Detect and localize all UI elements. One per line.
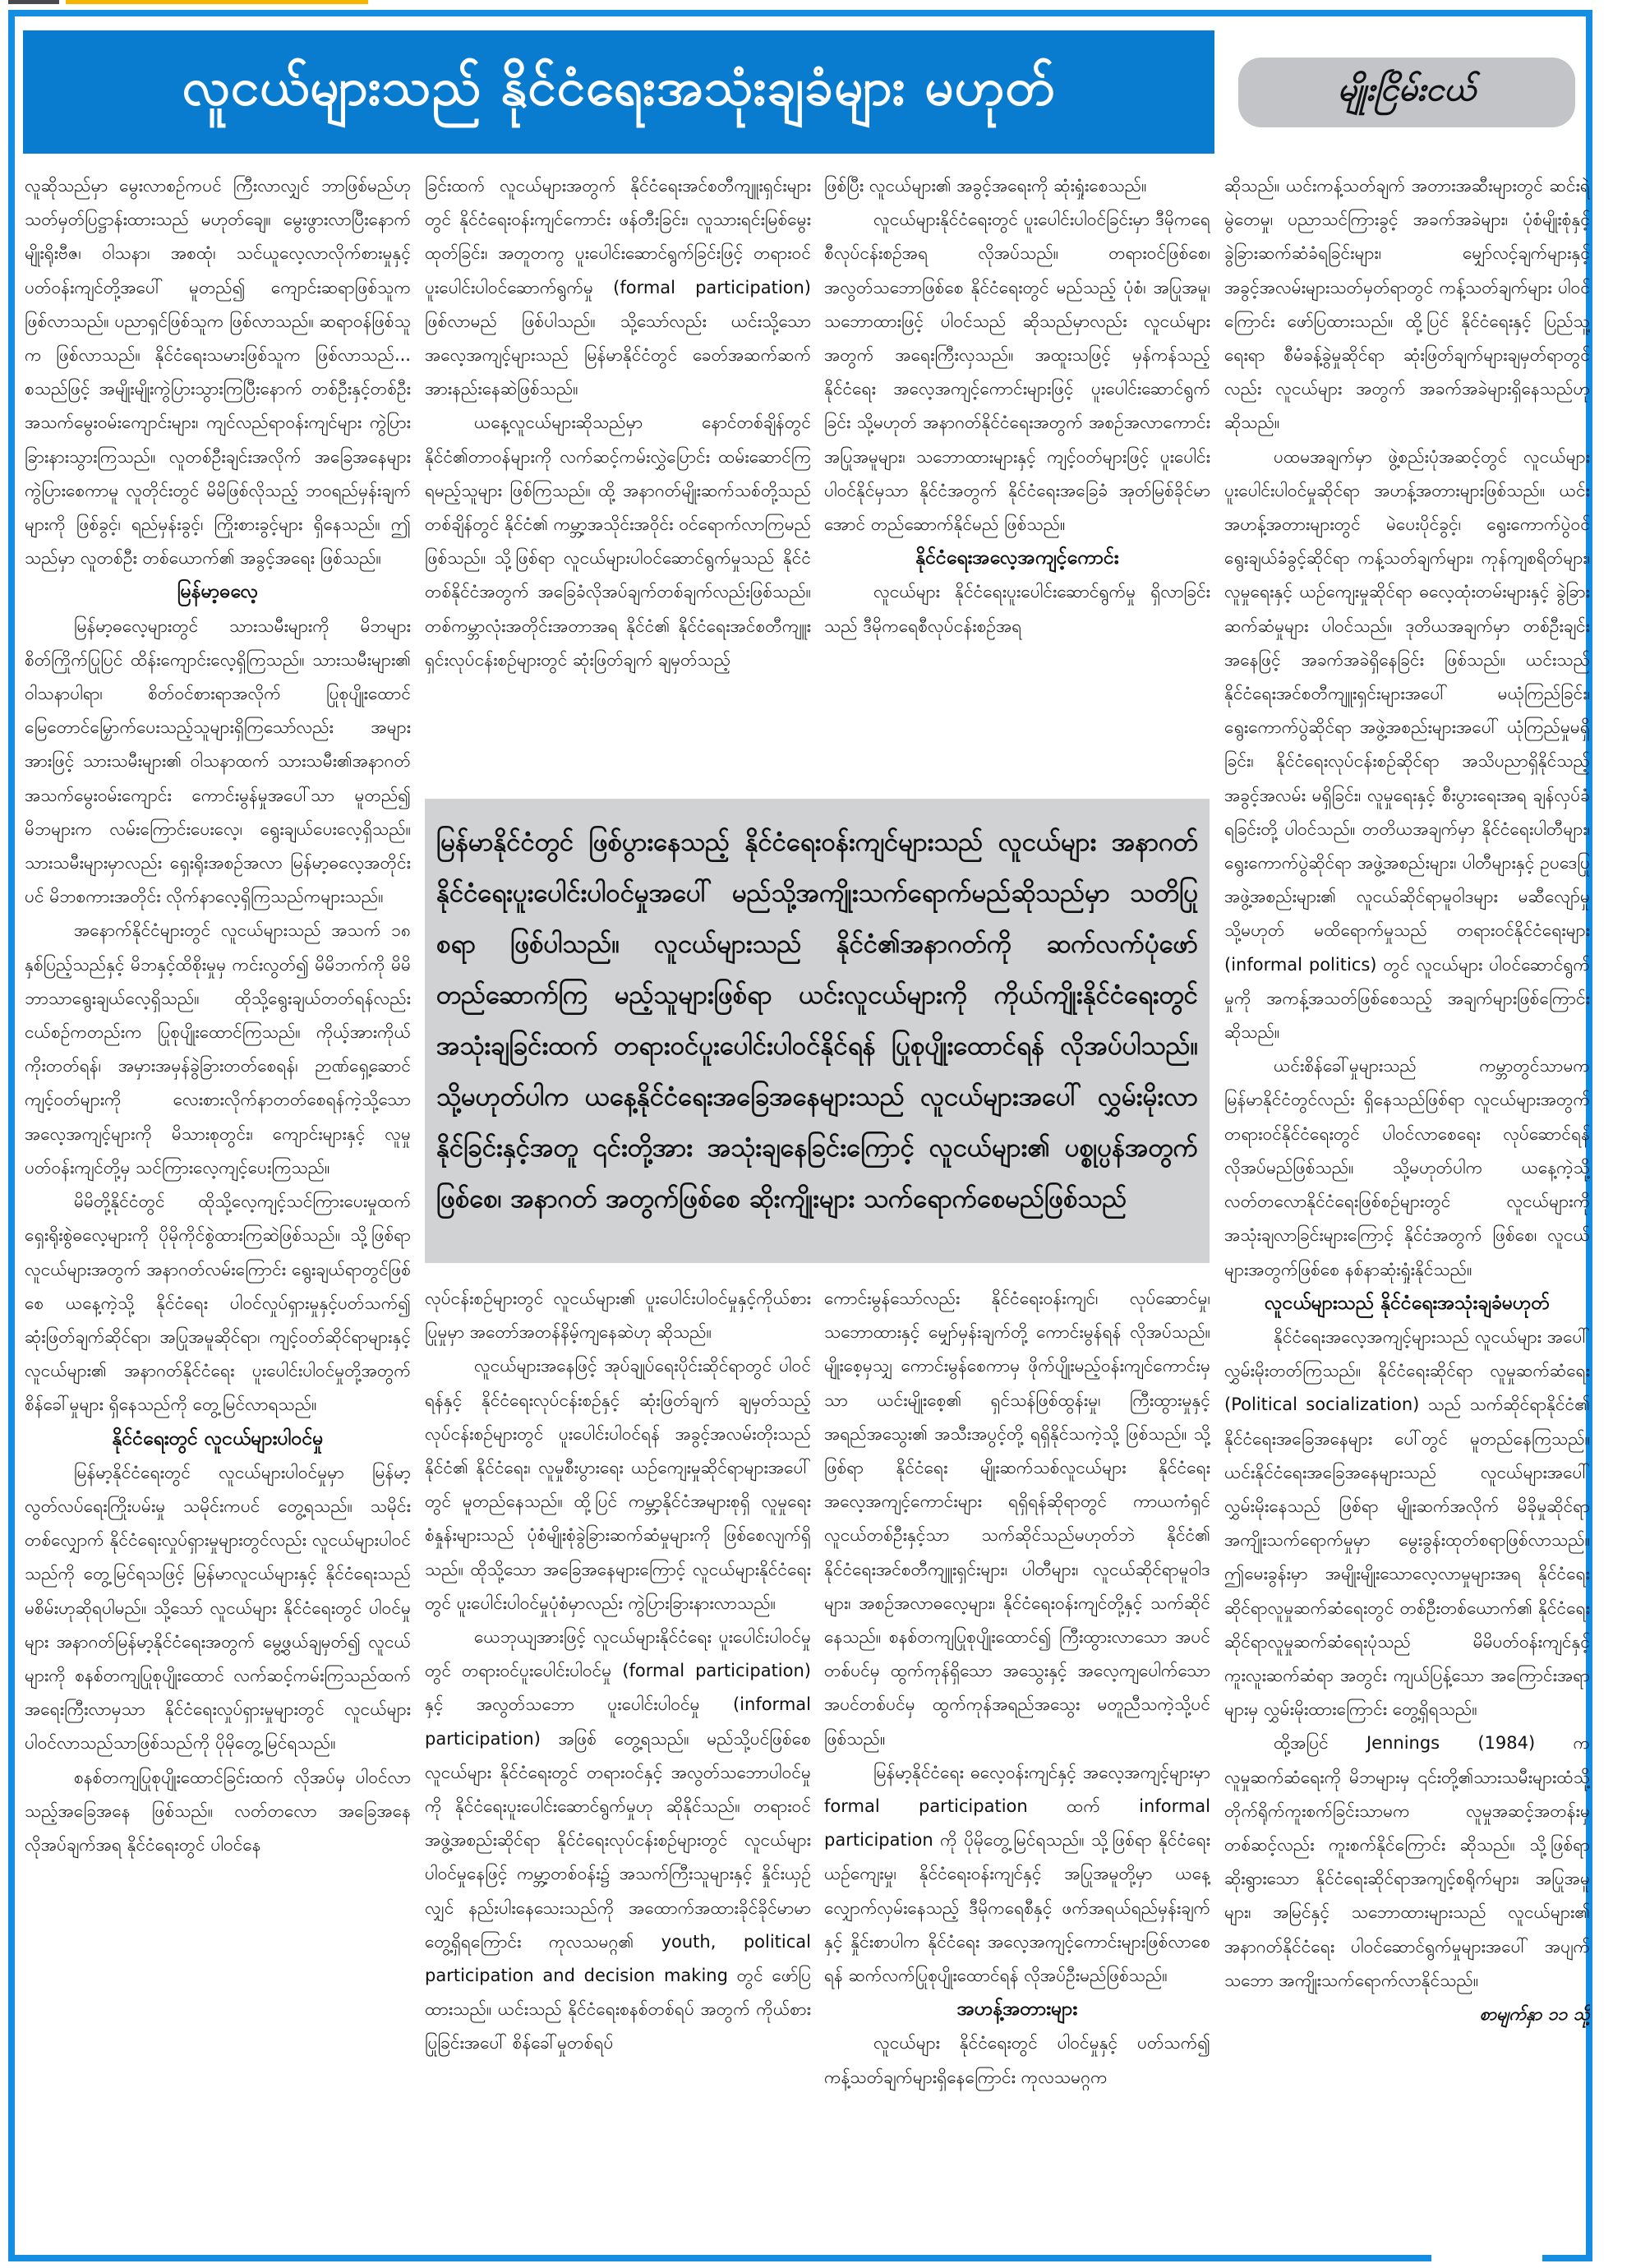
top-tab-dark: [8, 0, 59, 4]
section-subheading: မြန်မာ့ဓလေ့: [177, 581, 259, 603]
article-paragraph: မြန်မာ့နိုင်ငံရေး ဓလေ့ဝန်းကျင်နှင့် အလေ့အကျင့်များမှာ formal participation ထက် informal participation ကို ပိုမိုတွေ့မြင်ရသည်။ သို့ဖြစ်ရာ နိုင်ငံရေးယဉ်ကျေးမှု၊ နိုင်ငံရေးဝန်းကျင်နှင့် အပြုအမူတို့မှာ ယနေ့လျှောက်လှမ်းနေသည့် ဒီမိုကရေစီနှင့် ဖက်အရယ်ရည်မှန်းချက်နှင့် နှိုင်းစာပါက နိုင်ငံရေး အလေ့အကျင့်ကောင်းများဖြစ်လာစေရန် ဆက်လက်ပြုစုပျိုးထောင်ရန် လိုအပ်ဦးမည်ဖြစ်သည်။: [824, 1762, 1210, 1986]
headline-banner: [23, 30, 1214, 154]
article-paragraph: အနောက်နိုင်ငံများတွင် လူငယ်များသည် အသက် ၁၈ နှစ်ပြည့်သည်နှင့် မိဘနှင့်ထိစိုးမှုမှ ကင်းလွတ်၍ မိမိဘက်ကို မိမိဘာသာရွေးချယ်လေ့ရှိသည်။ ထိုသို့ရွေးချယ်တတ်ရန်လည်း ငယ်စဉ်ကတည်းက ပြုစုပျိုးထောင်ကြသည်။ ကိုယ့်အားကိုယ် ကိုးတတ်ရန်၊ အမှားအမှန်ခွဲခြားတတ်စေရန်၊ ဉာဏ်ရှေ့ဆောင် ကျင့်ဝတ်များကို လေးစားလိုက်နာတတ်စေရန်ကဲ့သို့သော အလေ့အကျင့်များကို မိသားစုတွင်း၊ ကျောင်းများနှင့် လူမှုပတ်ဝန်းကျင်တို့မှ သင်ကြားလေ့ကျင့်ပေးကြသည်။: [25, 920, 411, 1178]
article-paragraph: မြန်မာ့နိုင်ငံရေးတွင် လူငယ်များပါဝင်မှုမှာ မြန်မာ့လွတ်လပ်ရေးကြိုးပမ်းမှု သမိုင်းကပင် တွေ့ရသည်။ သမိုင်းတစ်လျှောက် နိုင်ငံရေးလှုပ်ရှားမှုများတွင်လည်း လူငယ်များပါဝင်သည်ကို တွေ့မြင်ရသဖြင့် မြန်မာလူငယ်များနှင့် နိုင်ငံရေးသည် မစိမ်းဟုဆိုရပါမည်။ သို့သော် လူငယ်များ နိုင်ငံရေးတွင် ပါဝင်မှုများ အနာဂတ်မြန်မာ့နိုင်ငံရေးအတွက် မွေ့ဖွယ်ချမှတ်၍ လူငယ်များကို စနစ်တကျပြုစုပျိုးထောင် လက်ဆင့်ကမ်းကြသည်ထက် အရေးကြီးလာမှသာ နိုင်ငံရေးလှုပ်ရှားမှုများတွင် လူငယ်များ ပါဝင်လာသည်သာဖြစ်သည်ကို ပိုမိုတွေ့မြင်ရသည်။: [25, 1462, 411, 1754]
section-subheading: နိုင်ငံရေးတွင် လူငယ်များပါဝင်မှု: [112, 1427, 324, 1450]
author-byline: မျိုးငြိမ်းငယ်: [1337, 71, 1476, 108]
article-paragraph: ယင်းစိန်ခေါ်မှုများသည် ကမ္ဘာတွင်သာမက မြန်မာနိုင်ငံတွင်လည်း ရှိနေသည်ဖြစ်ရာ လူငယ်များအတွက် တရားဝင်နိုင်ငံရေးတွင် ပါဝင်လာစေရေး လုပ်ဆောင်ရန် လိုအပ်မည်ဖြစ်သည်။ သို့မဟုတ်ပါက ယနေ့ကဲ့သို့ လတ်တလောနိုင်ငံရေးဖြစ်စဉ်များတွင် လူငယ်များကို အသုံးချလာခြင်းများကြောင့် နိုင်ငံအတွက် ဖြစ်စေ၊ လူငယ်များအတွက်ဖြစ်စေ နစ်နာဆုံးရှုံးနိုင်သည်။: [1224, 1056, 1590, 1279]
article-paragraph: လူငယ်များ နိုင်ငံရေးပူးပေါင်းဆောင်ရွက်မှု ရှိလာခြင်းသည် ဒီမိုကရေစီလုပ်ငန်းစဉ်အရ: [824, 582, 1210, 636]
article-paragraph: စနစ်တကျပြုစုပျိုးထောင်ခြင်းထက် လိုအပ်မှ ပါဝင်လာသည့်အခြေအနေ ဖြစ်သည်။ လတ်တလော အခြေအနေလိုအပ်ချက်အရ နိုင်ငံရေးတွင် ပါဝင်နေ: [25, 1767, 411, 1855]
section-subheading: အဟန့်အတားများ: [956, 1998, 1078, 2021]
article-paragraph: မိမိတို့နိုင်ငံတွင် ထိုသို့လေ့ကျင့်သင်ကြားပေးမှုထက် ရှေးရိုးစွဲဓလေ့များကို ပိုမိုကိုင်စွဲထားကြဆဲဖြစ်သည်။ သို့ဖြစ်ရာ လူငယ်များအတွက် အနာဂတ်လမ်းကြောင်း ရွေးချယ်ရာတွင်ဖြစ်စေ ယနေ့ကဲ့သို့ နိုင်ငံရေး ပါဝင်လှုပ်ရှားမှုနှင့်ပတ်သက်၍ ဆုံးဖြတ်ချက်ဆိုင်ရာ၊ အပြုအမူဆိုင်ရာ၊ ကျင့်ဝတ်ဆိုင်ရာများနှင့် လူငယ်များ၏ အနာဂတ်နိုင်ငံရေး ပူးပေါင်းပါဝင်မှုတို့အတွက် စိန်ခေါ်မှုများ ရှိနေသည်ကို တွေ့မြင်လာရသည်။: [25, 1192, 411, 1415]
column-3-top: [824, 169, 1210, 794]
article-paragraph: နိုင်ငံရေးအလေ့အကျင့်များသည် လူငယ်များ အပေါ် လွှမ်းမိုးတတ်ကြသည်။ နိုင်ငံရေးဆိုင်ရာ လူမှုဆက်ဆံရေး (Political socialization) သည် သက်ဆိုင်ရာနိုင်ငံ၏ နိုင်ငံရေးအခြေအနေများ ပေါ်တွင် မူတည်နေကြသည်။ ယင်းနိုင်ငံရေးအခြေအနေများသည် လူငယ်များအပေါ် လွှမ်းမိုးနေသည် ဖြစ်ရာ မျိုးဆက်အလိုက် မိခိုမှုဆိုင်ရာအကျိုးသက်ရောက်မှုမှာ မွေးခွန်းထုတ်စရာဖြစ်လာသည်။ ဤမေးခွန်းမှာ အမျိုးမျိုးသောလေ့လာမှုများအရ နိုင်ငံရေးဆိုင်ရာလူမှုဆက်ဆံရေးတွင် တစ်ဦးတစ်ယောက်၏ နိုင်ငံရေးဆိုင်ရာလူမှုဆက်ဆံရေးပုံသည် မိမိပတ်ဝန်းကျင်နှင့် ကူးလူးဆက်ဆံရာ အတွင်း ကျယ်ပြန့်သော အကြောင်းအရာများမှ လွှမ်းမိုးထားကြောင်း တွေ့ရှိရသည်။: [1224, 1326, 1590, 1720]
article-paragraph: လူဆိုသည်မှာ မွေးလာစဉ်ကပင် ကြီးလာလျှင် ဘာဖြစ်မည်ဟု သတ်မှတ်ပြဋ္ဌာန်းထားသည် မဟုတ်ချေ။ မွေးဖွားလာပြီးနောက် မျိုးရိုးဗီဇ၊ ဝါသနာ၊ အစထုံ၊ သင်ယူလေ့လာလိုက်စားမှုနှင့် ပတ်ဝန်းကျင်တို့အပေါ် မူတည်၍ ကျောင်းဆရာဖြစ်သူက ဖြစ်လာသည်။ ပညာရှင်ဖြစ်သူက ဖြစ်လာသည်။ ဆရာဝန်ဖြစ်သူက ဖြစ်လာသည်။ နိုင်ငံရေးသမားဖြစ်သူက ဖြစ်လာသည်... စသည်ဖြင့် အမျိုးမျိုးကွဲပြားသွားကြပြီးနောက် တစ်ဦးနှင့်တစ်ဦး အသက်မွေးဝမ်းကျောင်းများ၊ ကျင်လည်ရာဝန်းကျင်များ ကွဲပြားခြားနားသွားကြသည်။ လူတစ်ဦးချင်းအလိုက် အခြေအနေများ ကွဲပြားစေကာမူ လူတိုင်းတွင် မိမိဖြစ်လိုသည့် ဘဝရည်မှန်းချက်များကို ဖြစ်ခွင့်၊ ရည်မှန်းခွင့်၊ ကြိုးစားခွင့်များ ရှိနေသည်။ ဤသည်မှာ လူတစ်ဦး တစ်ယောက်၏ အခွင့်အရေး ဖြစ်သည်။: [25, 176, 411, 569]
article-paragraph: ခြင်းထက် လူငယ်များအတွက် နိုင်ငံရေးအင်စတီကျူးရှင်းများတွင် နိုင်ငံရေးဝန်းကျင်ကောင်း ဖန်တီးခြင်း၊ လူသားရင်းမြစ်မွေးထုတ်ခြင်း၊ အတူတကွ ပူးပေါင်းဆောင်ရွက်ခြင်းဖြင့် တရားဝင်ပူးပေါင်းပါဝင်ဆောက်ရွက်မှု (formal participation) ဖြစ်လာမည် ဖြစ်ပါသည်။ သို့သော်လည်း ယင်းသို့သော အလေ့အကျင့်များသည် မြန်မာနိုင်ငံတွင် ခေတ်အဆက်ဆက် အားနည်းနေဆဲဖြစ်သည်။: [425, 176, 811, 399]
article-paragraph: ယနေ့လူငယ်များဆိုသည်မှာ နောင်တစ်ချိန်တွင်နိုင်ငံ၏တာဝန်များကို လက်ဆင့်ကမ်းလွှဲပြောင်း ထမ်းဆောင်ကြရမည့်သူများ ဖြစ်ကြသည်။ ထို့ အနာဂတ်မျိုးဆက်သစ်တို့သည် တစ်ချိန်တွင် နိုင်ငံ၏ ကမ္ဘာ့အသိုင်းအဝိုင်း ဝင်ရောက်လာကြမည်ဖြစ်သည်။ သို့ဖြစ်ရာ လူငယ်များပါဝင်ဆောင်ရွက်မှုသည် နိုင်ငံတစ်နိုင်ငံအတွက် အခြေခံလိုအပ်ချက်တစ်ချက်လည်းဖြစ်သည်။ တစ်ကမ္ဘာလုံးအတိုင်းအတာအရ နိုင်ငံ၏ နိုင်ငံရေးအင်စတီကျူးရှင်းလုပ်ငန်းစဉ်များတွင် ဆုံးဖြတ်ချက် ချမှတ်သည့်: [425, 413, 811, 670]
frame-bottom-border-right: [1542, 2255, 1592, 2261]
article-paragraph: ကောင်းမွန်သော်လည်း နိုင်ငံရေးဝန်းကျင်၊ လုပ်ဆောင်မှု၊ သဘောထားနှင့် မျှော်မှန်းချက်တို့ ကောင်းမွန်ရန် လိုအပ်သည်။ မျိုးစေ့မှသျှ ကောင်းမွန်စေကာမှ ဖိုက်ပျိုးမည့်ဝန်းကျင်ကောင်းမှသာ ယင်းမျိုးစေ့၏ ရှင်သန်ဖြစ်ထွန်းမှု၊ ကြီးထွားမှုနှင့် အရည်အသွေး၏ အသီးအပွင့်တို့ ရရှိနိုင်သကဲ့သို့ ဖြစ်သည်။ သို့ဖြစ်ရာ နိုင်ငံရေး မျိုးဆက်သစ်လူငယ်များ နိုင်ငံရေးအလေ့အကျင့်ကောင်းများ ရရှိရန်ဆိုရာတွင် ကာယကံရှင် လူငယ်တစ်ဦးနှင့်သာ သက်ဆိုင်သည်မဟုတ်ဘဲ နိုင်ငံ၏ နိုင်ငံရေးအင်စတီကျူးရှင်းများ၊ ပါတီများ၊ လူငယ်ဆိုင်ရာမူဝါဒများ၊ အစဉ်အလာဓလေ့များ၊ နိုင်ငံရေးဝန်းကျင်တို့နှင့် သက်ဆိုင်နေသည်။ စနစ်တကျပြုစုပျိုးထောင်၍ ကြီးထွားလာသော အပင်တစ်ပင်မှ ထွက်ကုန်ရှိသော အသွေးနှင့် အလေ့ကျပေါက်သော အပင်တစ်ပင်မှ ထွက်ကုန်အရည်အသွေး မတူညီသကဲ့သို့ပင် ဖြစ်သည်။: [824, 1288, 1210, 1749]
top-tab-yellow: [66, 0, 368, 4]
article-paragraph: ဖြစ်ပြီး လူငယ်များ၏ အခွင့်အရေးကို ဆုံးရှုံးစေသည်။: [824, 176, 1147, 196]
pull-quote-text: မြန်မာနိုင်ငံတွင် ဖြစ်ပွားနေသည့် နိုင်ငံရေးဝန်းကျင်များသည် လူငယ်များ အနာဂတ် နိုင်ငံရေးပူးပေါင်းပါဝင်မှုအပေါ် မည်သို့အကျိုးသက်ရောက်မည်ဆိုသည်မှာ သတိပြုစရာ ဖြစ်ပါသည်။ လူငယ်များသည် နိုင်ငံ၏အနာဂတ်ကို ဆက်လက်ပုံဖော်တည်ဆောက်ကြ မည့်သူများဖြစ်ရာ ယင်းလူငယ်များကို ကိုယ်ကျိုးနိုင်ငံရေးတွင် အသုံးချခြင်းထက် တရားဝင်ပူးပေါင်းပါဝင်နိုင်ရန် ပြုစုပျိုးထောင်ရန် လိုအပ်ပါသည်။ သို့မဟုတ်ပါက ယနေ့နိုင်ငံရေးအခြေအနေများသည် လူငယ်များအပေါ် လွှမ်းမိုးလာနိုင်ခြင်းနှင့်အတူ ၎င်းတို့အား အသုံးချနေခြင်းကြောင့် လူငယ်များ၏ ပစ္စုပ္ပန်အတွက်ဖြစ်စေ၊ အနာဂတ် အတွက်ဖြစ်စေ ဆိုးကျိုးများ သက်ရောက်စေမည်ဖြစ်သည်: [436, 827, 1198, 1214]
article-paragraph: လူငယ်များအနေဖြင့် အုပ်ချုပ်ရေးပိုင်းဆိုင်ရာတွင် ပါဝင်ရန်နှင့် နိုင်ငံရေးလုပ်ငန်းစဉ်နှင့် ဆုံးဖြတ်ချက် ချမှတ်သည့်လုပ်ငန်းစဉ်များတွင် ပူးပေါင်းပါဝင်ရန် အခွင့်အလမ်းတိုးသည် နိုင်ငံ၏ နိုင်ငံရေး၊ လူမှုစီးပွားရေး ယဉ်ကျေးမှုဆိုင်ရာများအပေါ်တွင် မူတည်နေသည်။ ထို့ပြင် ကမ္ဘာ့နိုင်ငံအများစုရှိ လူမှုရေးစံနှုန်းများသည် ပုံစံမျိုးစုံခွဲခြားဆက်ဆံမှုများကို ဖြစ်စေလျက်ရှိသည်။ ထိုသို့သော အခြေအနေများကြောင့် လူငယ်များနိုင်ငံရေးတွင် ပူးပေါင်းပါဝင်မှုပုံစံမှာလည်း ကွဲပြားခြားနားလာသည်။: [425, 1356, 811, 1613]
section-subheading: နိုင်ငံရေးအလေ့အကျင့်ကောင်း: [915, 547, 1119, 569]
article-paragraph: လူငယ်များနိုင်ငံရေးတွင် ပူးပေါင်းပါဝင်ခြင်းမှာ ဒီမိုကရေစီလုပ်ငန်းစဉ်အရ လိုအပ်သည်။ တရားဝင်ဖြစ်စေ၊ အလွတ်သဘောဖြစ်စေ နိုင်ငံရေးတွင် မည်သည့် ပုံစံ၊ အပြုအမူ၊ သဘောထားဖြင့် ပါဝင်သည် ဆိုသည်မှာလည်း လူငယ်များအတွက် အရေးကြီးလှသည်။ အထူးသဖြင့် မှန်ကန်သည့် နိုင်ငံရေး အလေ့အကျင့်ကောင်းများဖြင့် ပူးပေါင်းဆောင်ရွက်ခြင်း သို့မဟုတ် အနာဂတ်နိုင်ငံရေးအတွက် အစဉ်အလာကောင်း အပြုအမူများ၊ သဘောထားများနှင့် ကျင့်ဝတ်များဖြင့် ပူးပေါင်းပါဝင်နိုင်မှသာ နိုင်ငံအတွက် နိုင်ငံရေးအခြေခံ အုတ်မြစ်ခိုင်မာအောင် တည်ဆောက်နိုင်မည် ဖြစ်သည်။: [824, 210, 1210, 535]
article-paragraph: ထို့အပြင် Jennings (1984) က လူမှုဆက်ဆံရေးကို မိဘများမှ ၎င်းတို့၏သားသမီးများထံသို့ တိုက်ရိုက်ကူးစက်ခြင်းသာမက လူမှုအဆင့်အတန်းမှတစ်ဆင့်လည်း ကူးစက်နိုင်ကြောင်း ဆိုသည်။ သို့ဖြစ်ရာ ဆိုးရွားသော နိုင်ငံရေးဆိုင်ရာအကျင့်စရိုက်များ၊ အပြုအမူများ၊ အမြင်နှင့် သဘောထားများသည် လူငယ်များ၏ အနာဂတ်နိုင်ငံရေး ပါဝင်ဆောင်ရွက်မှုများအပေါ် အပျက်သဘော အကျိုးသက်ရောက်လာနိုင်သည်။: [1224, 1733, 1590, 1990]
column-1: [25, 169, 411, 2252]
byline-badge: [1238, 58, 1575, 127]
column-2-top: [425, 169, 811, 794]
column-3-bottom: [824, 1282, 1210, 2252]
article-headline: လူငယ်များသည် နိုင်ငံရေးအသုံးချခံများ မဟုတ်: [182, 56, 1056, 117]
article-paragraph: လုပ်ငန်းစဉ်များတွင် လူငယ်များ၏ ပူးပေါင်းပါဝင်မှုနှင့်ကိုယ်စားပြုမှုမှာ အတော်အတန်နိမ့်ကျနေဆဲဟု ဆိုသည်။: [425, 1288, 811, 1343]
column-4: [1224, 169, 1590, 2252]
article-paragraph: ပထမအချက်မှာ ဖွဲ့စည်းပုံအဆင့်တွင် လူငယ်များ ပူးပေါင်းပါဝင်မှုဆိုင်ရာ အဟန့်အတားများဖြစ်သည်။ ယင်းအဟန့်အတားများတွင် မဲပေးပိုင်ခွင့်၊ ရွေးကောက်ပွဲဝင်ရွေးချယ်ခံခွင့်ဆိုင်ရာ ကန့်သတ်ချက်များ၊ ကုန်ကျစရိတ်များ၊ လူမှုရေးနှင့် ယဉ်ကျေးမှုဆိုင်ရာ ဓလေ့ထုံးတမ်းများနှင့် ခွဲခြားဆက်ဆံမှုများ ပါဝင်သည်။ ဒုတိယအချက်မှာ တစ်ဦးချင်းအနေဖြင့် အခက်အခဲရှိနေခြင်း ဖြစ်သည်။ ယင်းသည် နိုင်ငံရေးအင်စတီကျူးရှင်းများအပေါ် မယုံကြည်ခြင်း၊ ရွေးကောက်ပွဲဆိုင်ရာ အဖွဲ့အစည်းများအပေါ် ယုံကြည်မှုမရှိခြင်း၊ နိုင်ငံရေးလုပ်ငန်းစဉ်ဆိုင်ရာ အသိပညာရှိနိုင်သည့် အခွင့်အလမ်း မရှိခြင်း၊ လူမှုရေးနှင့် စီးပွားရေးအရ ချန်လှပ်ခံရခြင်းတို့ ပါဝင်သည်။ တတိယအချက်မှာ နိုင်ငံရေးပါတီများ၊ ရွေးကောက်ပွဲဆိုင်ရာ အဖွဲ့အစည်းများ၊ ပါတီများနှင့် ဥပဒေပြုအဖွဲ့အစည်းများ၏ လူငယ်ဆိုင်ရာမူဝါဒများ မဆီလျော်မှု သို့မဟုတ် မထိရောက်မှုသည် တရားဝင်နိုင်ငံရေးများ (informal politics) တွင် လူငယ်များ ပါဝင်ဆောင်ရွက်မှုကို အကန့်အသတ်ဖြစ်စေသည့် အချက်များဖြစ်ကြောင်း ဆိုသည်။: [1224, 446, 1590, 1043]
article-paragraph: ယေဘုယျအားဖြင့် လူငယ်များနိုင်ငံရေး ပူးပေါင်းပါဝင်မှုတွင် တရားဝင်ပူးပေါင်းပါဝင်မှု (formal participation) နှင့် အလွတ်သဘော ပူးပေါင်းပါဝင်မှု (informal participation) အဖြစ် တွေ့ရသည်။ မည်သို့ပင်ဖြစ်စေ လူငယ်များ နိုင်ငံရေးတွင် တရားဝင်နှင့် အလွတ်သဘောပါဝင်မှုကို နိုင်ငံရေးပူးပေါင်းဆောင်ရွက်မှုဟု ဆိုနိုင်သည်။ တရားဝင်အဖွဲ့အစည်းဆိုင်ရာ နိုင်ငံရေးလုပ်ငန်းစဉ်များတွင် လူငယ်များပါဝင်မှုနေဖြင့် ကမ္ဘာ့တစ်ဝန်း၌ အသက်ကြီးသူများနှင့် နှိုင်းယှဉ်လျှင် နည်းပါးနေသေးသည်ကို အထောက်အထားခိုင်ခိုင်မာမာ တွေ့ရှိရကြောင်း ကုလသမဂ္ဂ၏ youth, political participation and decision making တွင် ဖော်ပြထားသည်။ ယင်းသည် နိုင်ငံရေးစနစ်တစ်ရပ် အတွက် ကိုယ်စားပြုခြင်းအပေါ် စိန်ခေါ်မှုတစ်ရပ်: [425, 1627, 811, 2054]
frame-bottom-border-left: [8, 2255, 1431, 2261]
pull-quote-box: [425, 799, 1210, 1263]
article-paragraph: လူငယ်များ နိုင်ငံရေးတွင် ပါဝင်မှုနှင့် ပတ်သက်၍ ကန့်သတ်ချက်များရှိနေကြောင်း ကုလသမဂ္ဂက: [824, 2033, 1210, 2087]
section-subheading: လူငယ်များသည် နိုင်ငံရေးအသုံးချခံမဟုတ်: [1265, 1292, 1550, 1314]
article-paragraph: မြန်မာ့ဓလေ့များတွင် သားသမီးများကို မိဘများ စိတ်ကြိုက်ပြုပြင် ထိန်းကျောင်းလေ့ရှိကြသည်။ သားသမီးများ၏ ဝါသနာပါရာ၊ စိတ်ဝင်စားရာအလိုက် ပြုစုပျိုးထောင် မြေတောင်မြှောက်ပေးသည့်သူများရှိကြသော်လည်း အများအားဖြင့် သားသမီးများ၏ ဝါသနာထက် သားသမီး၏အနာဂတ် အသက်မွေးဝမ်းကျောင်း ကောင်းမွန်မှုအပေါ်သာ မူတည်၍ မိဘများက လမ်းကြောင်းပေးလေ့၊ ရွေးချယ်ပေးလေ့ရှိသည်။ သားသမီးများမှာလည်း ရှေးရိုးအစဉ်အလာ မြန်မာ့ဓလေ့အတိုင်းပင် မိဘစကားအတိုင်း လိုက်နာလေ့ရှိကြသည်ကများသည်။: [25, 615, 411, 907]
continued-on-page-link[interactable]: စာမျက်နှာ ၁၁ သို့: [1479, 2003, 1590, 2024]
column-2-bottom: [425, 1282, 811, 2252]
article-paragraph: ဆိုသည်။ ယင်းကန့်သတ်ချက် အတားအဆီးများတွင် ဆင်းရဲမွဲတေမှု၊ ပညာသင်ကြားခွင့် အခက်အခဲများ၊ ပုံစံမျိုးစုံနှင့် ခွဲခြားဆက်ဆံခံရခြင်းများ၊ မျှော်လင့်ချက်များနှင့် အခွင့်အလမ်းများသတ်မှတ်ရာတွင် ကန့်သတ်ချက်များ ပါဝင်ကြောင်း ဖော်ပြထားသည်။ ထို့ပြင် နိုင်ငံရေးနှင့် ပြည်သူ့ရေးရာ စီမံခန့်ခွဲမှုဆိုင်ရာ ဆုံးဖြတ်ချက်များချမှတ်ရာတွင်လည်း လူငယ်များ အတွက် အခက်အခဲများရှိနေသည်ဟု ဆိုသည်။: [1224, 176, 1590, 433]
